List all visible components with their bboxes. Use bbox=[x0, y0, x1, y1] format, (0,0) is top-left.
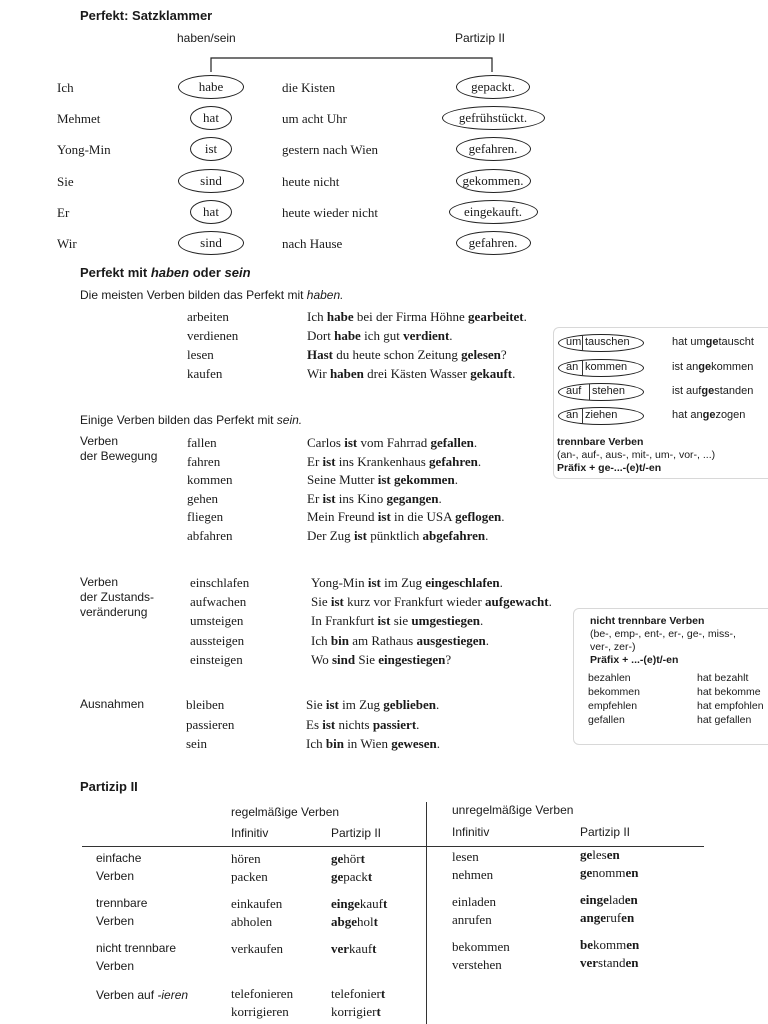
result-prefix: ist an bbox=[672, 361, 699, 373]
participle-stem: les bbox=[592, 847, 607, 862]
example-sentence bbox=[306, 717, 419, 733]
text-segment: im Zug bbox=[380, 575, 426, 590]
text-segment: Wo bbox=[311, 651, 332, 667]
text-segment: Er bbox=[307, 490, 323, 506]
separator-bar bbox=[582, 360, 583, 376]
participle-ending: en bbox=[625, 954, 639, 970]
text-segment: . bbox=[438, 490, 442, 506]
participle-oval: gepackt. bbox=[456, 75, 530, 99]
bold-segment: sind bbox=[331, 651, 356, 667]
participle-stem: ruf bbox=[606, 909, 622, 925]
nicht-trennbare-heading: nicht trennbare Verben bbox=[590, 615, 705, 627]
bold-segment: geblieben bbox=[383, 697, 437, 712]
text-segment: du heute schon Zeitung bbox=[333, 347, 462, 362]
verb-infinitive: kommen bbox=[187, 472, 233, 488]
participle-prefix: ver bbox=[580, 954, 599, 970]
label-ausnahmen: Ausnahmen bbox=[80, 697, 145, 711]
verb-infinitive: kaufen bbox=[187, 366, 223, 381]
verb-infinitive: bleiben bbox=[186, 697, 225, 712]
participle-prefix: ange bbox=[580, 909, 606, 925]
example-sentence bbox=[311, 633, 489, 649]
regular-infinitive: abholen bbox=[231, 913, 273, 929]
verb-stem: ziehen bbox=[585, 409, 618, 421]
verb-prefix: um bbox=[566, 336, 582, 348]
group-label: Verben bbox=[96, 958, 135, 973]
bold-segment: gelesen bbox=[461, 347, 501, 362]
perfect-form: hat gefallen bbox=[697, 714, 752, 726]
participle-prefix: be bbox=[580, 937, 593, 952]
bold-segment: gearbeitet bbox=[468, 309, 524, 324]
perfect-form bbox=[672, 361, 753, 373]
separator-bar bbox=[582, 335, 583, 351]
participle-form bbox=[580, 865, 639, 881]
participle-form bbox=[580, 937, 639, 953]
bold-segment: verdient bbox=[403, 328, 450, 343]
nicht-trennbare-formula: Präfix + ...-(e)t/-en bbox=[590, 654, 679, 666]
separable-verb-pill bbox=[558, 334, 648, 352]
text-segment: . bbox=[501, 509, 505, 525]
object-phrase: gestern nach Wien bbox=[282, 142, 378, 157]
perfect-form bbox=[672, 409, 745, 421]
bold-segment: ist gekommen bbox=[377, 472, 455, 488]
participle-form bbox=[580, 847, 620, 863]
nicht-trennbare-prefixes-2: ver-, zer-) bbox=[590, 641, 636, 653]
section-title-satzklammer: Perfekt: Satzklammer bbox=[80, 8, 213, 23]
participle-stem: korrigier bbox=[331, 1003, 377, 1019]
bold-segment: ist bbox=[322, 716, 336, 732]
text-segment: Yong-Min bbox=[311, 575, 368, 590]
verb-infinitive: fallen bbox=[187, 435, 217, 450]
subject: Yong-Min bbox=[57, 142, 111, 157]
head-regelmaessig: regelmäßige Verben bbox=[231, 805, 340, 819]
group-label: trennbare bbox=[96, 896, 148, 910]
text-segment: Ich bbox=[306, 736, 326, 751]
irregular-infinitive: anrufen bbox=[452, 911, 492, 927]
label-verben-zustand: Verben der Zustands- veränderung bbox=[80, 575, 155, 619]
example-sentence bbox=[307, 491, 442, 507]
participle-form bbox=[331, 941, 377, 957]
col-infinitiv-irr: Infinitiv bbox=[452, 825, 490, 839]
verb-infinitive: fliegen bbox=[187, 509, 224, 525]
bold-segment: gegangen bbox=[386, 490, 439, 506]
bold-segment: passiert bbox=[372, 716, 417, 732]
subject: Sie bbox=[57, 174, 74, 189]
bold-segment: ist bbox=[353, 528, 367, 543]
example-sentence bbox=[307, 472, 458, 488]
perfect-form: hat bekomme bbox=[697, 686, 761, 698]
column-label-haben-sein: haben/sein bbox=[177, 31, 236, 45]
aux-oval: hat bbox=[190, 106, 232, 130]
bold-segment: abgefahren bbox=[422, 528, 486, 543]
section-title-perfekt-haben-sein: Perfekt mit haben oder sein bbox=[80, 265, 251, 280]
subject: Ich bbox=[57, 80, 74, 95]
text-segment: In Frankfurt bbox=[311, 613, 378, 629]
verb-prefix: an bbox=[566, 361, 579, 373]
object-phrase: heute nicht bbox=[282, 174, 340, 189]
participle-ending: t bbox=[376, 1003, 381, 1019]
regular-infinitive: packen bbox=[231, 868, 268, 884]
bold-segment: gefallen bbox=[430, 435, 474, 450]
participle-ending: t bbox=[383, 896, 388, 911]
participle-ending: en bbox=[606, 847, 620, 862]
participle-ending: en bbox=[626, 937, 640, 952]
text-segment: vom Fahrrad bbox=[357, 435, 431, 450]
participle-form bbox=[580, 910, 634, 926]
bold-segment: gewesen bbox=[391, 736, 437, 751]
example-sentence bbox=[307, 309, 527, 325]
inseparable-verb: bezahlen bbox=[588, 672, 631, 684]
participle-ending: en bbox=[621, 909, 635, 925]
text-segment: . bbox=[523, 309, 527, 324]
trennbare-prefixes: (an-, auf-, aus-, mit-, um-, vor-, ...) bbox=[557, 449, 716, 461]
participle-prefix: einge bbox=[580, 892, 609, 907]
aux-oval: ist bbox=[190, 137, 232, 161]
participle-oval: gefrühstückt. bbox=[442, 106, 545, 130]
participle-form bbox=[331, 896, 387, 912]
bold-segment: ist bbox=[367, 575, 381, 590]
participle-prefix: ge bbox=[331, 851, 344, 866]
regular-infinitive: hören bbox=[231, 851, 261, 866]
example-sentence bbox=[307, 328, 453, 344]
participle-form bbox=[331, 914, 378, 930]
bold-segment: gekauft bbox=[470, 366, 513, 381]
trennbare-heading: trennbare Verben bbox=[557, 436, 644, 448]
text-segment: . bbox=[480, 613, 484, 629]
intro-haben: Die meisten Verben bilden das Perfekt mit haben. bbox=[80, 288, 344, 302]
text-segment: . bbox=[485, 528, 489, 543]
perfect-form bbox=[672, 336, 754, 348]
bold-segment: habe bbox=[334, 328, 361, 343]
bold-segment: eingeschlafen bbox=[425, 575, 500, 590]
result-prefix: hat um bbox=[672, 336, 706, 348]
bold-segment: ist bbox=[377, 509, 391, 525]
text-segment: ins Krankenhaus bbox=[335, 453, 430, 469]
verb-infinitive: lesen bbox=[187, 347, 214, 362]
label-verben-bewegung: Verben der Bewegung bbox=[80, 434, 158, 463]
participle-form bbox=[580, 955, 639, 971]
participle-stem: kauf bbox=[349, 941, 373, 956]
participle-ending: t bbox=[380, 986, 386, 1001]
participle-stem: lad bbox=[608, 892, 625, 907]
separator-bar bbox=[589, 384, 590, 400]
text-segment: Dort bbox=[307, 328, 335, 343]
verb-stem: tauschen bbox=[585, 336, 630, 348]
participle-stem: pack bbox=[343, 868, 368, 884]
aux-oval: sind bbox=[178, 231, 244, 255]
section-title-partizip-ii: Partizip II bbox=[80, 779, 138, 794]
bold-segment: gefahren bbox=[429, 453, 478, 469]
inseparable-verb: empfehlen bbox=[588, 700, 638, 712]
text-segment: in Wien bbox=[343, 736, 392, 751]
participle-stem: komm bbox=[593, 937, 627, 952]
participle-prefix: ge bbox=[580, 864, 593, 880]
verb-infinitive: einschlafen bbox=[190, 575, 250, 590]
col-infinitiv-reg: Infinitiv bbox=[231, 826, 269, 840]
group-label: nicht trennbare bbox=[96, 941, 177, 955]
object-phrase: heute wieder nicht bbox=[282, 205, 379, 220]
group-label: einfache bbox=[96, 851, 142, 865]
text-segment: . bbox=[454, 472, 458, 488]
example-sentence bbox=[311, 594, 552, 610]
participle-prefix: ver bbox=[331, 941, 350, 956]
perfect-form bbox=[672, 385, 753, 397]
participle-stem: kauf bbox=[359, 896, 383, 911]
bold-segment: ist bbox=[377, 613, 391, 629]
aux-oval: habe bbox=[178, 75, 244, 99]
regular-infinitive: korrigieren bbox=[231, 1003, 289, 1019]
object-phrase: nach Hause bbox=[282, 236, 343, 251]
text-segment: Sie bbox=[355, 651, 379, 667]
perfect-form: hat empfohlen bbox=[697, 700, 764, 712]
participle-prefix: einge bbox=[331, 896, 360, 911]
result-ge: ge bbox=[705, 336, 719, 348]
text-segment: drei Kästen Wasser bbox=[363, 366, 471, 381]
participle-ending: t bbox=[360, 851, 365, 866]
text-segment: ? bbox=[445, 651, 452, 667]
example-sentence bbox=[307, 509, 505, 525]
table-divider bbox=[426, 802, 427, 1024]
result-rest: tauscht bbox=[718, 336, 754, 348]
text-segment: . bbox=[449, 328, 453, 343]
separable-verb-pill bbox=[558, 407, 648, 425]
verb-infinitive: fahren bbox=[187, 453, 221, 469]
column-label-partizip: Partizip II bbox=[455, 31, 506, 45]
verb-prefix: an bbox=[566, 409, 579, 421]
text-segment: . bbox=[499, 575, 503, 590]
result-prefix: hat an bbox=[672, 409, 703, 421]
regular-infinitive: telefonieren bbox=[231, 986, 294, 1001]
bold-segment: ausgestiegen bbox=[416, 632, 486, 648]
separable-verb-pill bbox=[558, 359, 648, 377]
text-segment: ? bbox=[500, 347, 507, 362]
bold-segment: umgestiegen bbox=[411, 613, 480, 629]
bold-segment: habe bbox=[326, 309, 354, 324]
text-segment: ins Kino bbox=[335, 490, 387, 506]
verb-prefix: auf bbox=[566, 385, 582, 397]
verb-stem: stehen bbox=[592, 385, 626, 397]
participle-ending: t bbox=[373, 913, 378, 929]
example-sentence bbox=[307, 347, 507, 363]
text-segment: Ich bbox=[307, 309, 327, 324]
text-segment: Sie bbox=[311, 594, 331, 610]
text-segment: Er bbox=[307, 453, 323, 469]
verb-infinitive: passieren bbox=[186, 716, 235, 732]
inseparable-verb: gefallen bbox=[588, 714, 625, 726]
irregular-infinitive: bekommen bbox=[452, 939, 510, 954]
result-rest: kommen bbox=[711, 361, 754, 373]
example-sentence bbox=[307, 528, 488, 544]
text-segment: . bbox=[477, 453, 482, 469]
bold-segment: geflogen bbox=[455, 509, 502, 525]
text-segment: . bbox=[473, 435, 478, 450]
verb-infinitive: aussteigen bbox=[190, 632, 245, 648]
group-label bbox=[96, 988, 188, 1002]
text-segment: pünktlich bbox=[366, 528, 423, 543]
verb-infinitive: arbeiten bbox=[187, 309, 229, 324]
text-segment: ich gut bbox=[360, 328, 404, 343]
participle-form bbox=[580, 892, 638, 908]
text-segment: sie bbox=[390, 613, 412, 629]
participle-stem: hör bbox=[343, 851, 361, 866]
participle-oval: gefahren. bbox=[456, 231, 531, 255]
bold-segment: ist bbox=[330, 594, 344, 610]
participle-prefix: abge bbox=[331, 913, 357, 929]
result-ge: ge bbox=[702, 409, 716, 421]
nicht-trennbare-prefixes-1: (be-, emp-, ent-, er-, ge-, miss-, bbox=[590, 628, 736, 640]
verb-infinitive: verdienen bbox=[187, 328, 239, 343]
participle-form bbox=[331, 986, 385, 1002]
bold-segment: ist bbox=[322, 490, 336, 506]
bold-segment: bin bbox=[325, 736, 344, 751]
verb-infinitive: aufwachen bbox=[190, 594, 247, 610]
text-segment: Ich bbox=[311, 632, 331, 648]
example-sentence bbox=[307, 366, 515, 382]
participle-oval: eingekauft. bbox=[449, 200, 538, 224]
separator-bar bbox=[582, 408, 583, 424]
text-segment: kurz vor Frankfurt wieder bbox=[343, 594, 486, 610]
result-rest: zogen bbox=[715, 409, 746, 421]
group-label-suffix: -ieren bbox=[157, 988, 189, 1002]
group-label-text: Verben auf bbox=[96, 988, 158, 1002]
separable-verb-pill bbox=[558, 383, 648, 401]
participle-form bbox=[331, 1004, 381, 1020]
subject: Er bbox=[57, 205, 70, 220]
result-ge: ge bbox=[698, 361, 712, 373]
irregular-infinitive: verstehen bbox=[452, 956, 502, 972]
example-sentence bbox=[307, 454, 481, 470]
example-sentence bbox=[306, 697, 439, 713]
result-ge: ge bbox=[701, 385, 715, 397]
example-sentence bbox=[311, 613, 483, 629]
col-partizip-irr: Partizip II bbox=[580, 825, 631, 839]
object-phrase: die Kisten bbox=[282, 80, 336, 95]
bold-segment: ist bbox=[344, 435, 358, 450]
text-segment: am Rathaus bbox=[348, 632, 417, 648]
intro-sein: Einige Verben bilden das Perfekt mit sein. bbox=[80, 413, 303, 427]
group-label: Verben bbox=[96, 913, 135, 928]
verb-stem: kommen bbox=[585, 361, 628, 373]
head-unregelmaessig: unregelmäßige Verben bbox=[452, 803, 574, 817]
text-segment: im Zug bbox=[338, 697, 384, 712]
perfect-form: hat bezahlt bbox=[697, 672, 749, 684]
text-segment: Der Zug bbox=[307, 528, 354, 543]
verb-infinitive: sein bbox=[186, 736, 207, 751]
example-sentence bbox=[311, 652, 451, 668]
example-sentence bbox=[311, 575, 503, 591]
verb-infinitive: einsteigen bbox=[190, 651, 243, 667]
participle-stem: telefonier bbox=[331, 986, 381, 1001]
bold-segment: ist bbox=[322, 453, 336, 469]
verb-infinitive: gehen bbox=[187, 490, 219, 506]
regular-infinitive: einkaufen bbox=[231, 896, 283, 911]
participle-ending: t bbox=[367, 868, 373, 884]
example-sentence bbox=[307, 435, 477, 451]
participle-stem: hol bbox=[357, 913, 374, 929]
irregular-infinitive: lesen bbox=[452, 849, 479, 864]
col-partizip-reg: Partizip II bbox=[331, 826, 382, 840]
text-segment: Wir bbox=[307, 366, 330, 381]
participle-prefix: ge bbox=[580, 847, 593, 862]
group-label: Verben bbox=[96, 868, 135, 883]
participle-oval: gekommen. bbox=[456, 169, 531, 193]
bold-segment: aufgewacht bbox=[485, 594, 549, 610]
text-segment: in die USA bbox=[390, 509, 456, 525]
example-sentence bbox=[306, 736, 440, 752]
inseparable-verb: bekommen bbox=[588, 686, 640, 698]
regular-infinitive: verkaufen bbox=[231, 941, 283, 956]
aux-oval: hat bbox=[190, 200, 232, 224]
text-segment: . bbox=[485, 632, 490, 648]
verb-infinitive: abfahren bbox=[187, 528, 233, 543]
subject: Mehmet bbox=[57, 111, 101, 126]
participle-ending: t bbox=[372, 941, 377, 956]
object-phrase: um acht Uhr bbox=[282, 111, 347, 126]
text-segment: bei der Firma Höhne bbox=[353, 309, 469, 324]
trennbare-formula: Präfix + ge-...-(e)t/-en bbox=[557, 462, 662, 474]
participle-ending: en bbox=[624, 892, 638, 907]
text-segment: Sie bbox=[306, 697, 326, 712]
text-segment: . bbox=[416, 716, 420, 732]
bold-segment: eingestiegen bbox=[378, 651, 446, 667]
satzklammer-bracket bbox=[0, 0, 768, 80]
text-segment: Carlos bbox=[307, 435, 345, 450]
bold-segment: Hast bbox=[307, 347, 333, 362]
text-segment: . bbox=[436, 697, 440, 712]
participle-form bbox=[331, 851, 365, 867]
text-segment: . bbox=[548, 594, 552, 610]
aux-oval: sind bbox=[178, 169, 244, 193]
participle-form bbox=[331, 869, 372, 885]
participle-ending: en bbox=[625, 864, 639, 880]
subject: Wir bbox=[57, 236, 77, 251]
text-segment: Mein Freund bbox=[307, 509, 378, 525]
text-segment: Es bbox=[306, 716, 323, 732]
result-rest: standen bbox=[714, 385, 754, 397]
participle-prefix: ge bbox=[331, 868, 344, 884]
irregular-infinitive: nehmen bbox=[452, 866, 494, 882]
bold-segment: haben bbox=[329, 366, 364, 381]
result-prefix: ist auf bbox=[672, 385, 702, 397]
text-segment: Seine Mutter bbox=[307, 472, 378, 488]
bold-segment: ist bbox=[325, 697, 339, 712]
text-segment: . bbox=[512, 366, 516, 381]
verb-infinitive: umsteigen bbox=[190, 613, 244, 629]
participle-oval: gefahren. bbox=[456, 137, 531, 161]
text-segment: nichts bbox=[335, 716, 373, 732]
participle-stem: stand bbox=[598, 954, 626, 970]
text-segment: . bbox=[436, 736, 440, 751]
bold-segment: bin bbox=[330, 632, 349, 648]
participle-stem: nomm bbox=[592, 864, 626, 880]
irregular-infinitive: einladen bbox=[452, 894, 497, 909]
